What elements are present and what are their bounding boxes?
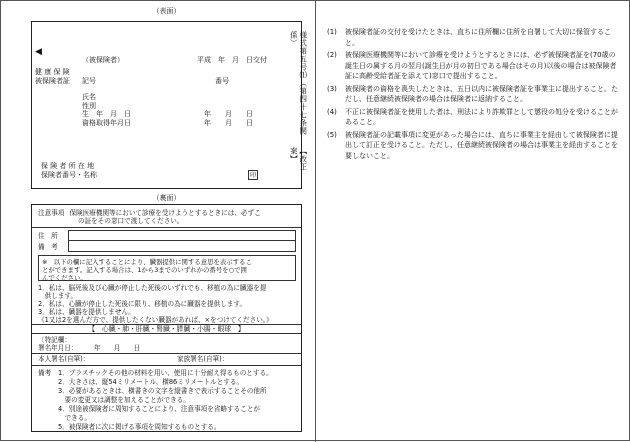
remark-1: 1．プラスチックその他の材料を用い、使用に十分耐え得るものとする。 [58, 369, 273, 377]
qualification-label: 資格取得年月日 [82, 119, 131, 127]
right-note-5 [327, 130, 622, 162]
donation-notice-box [38, 255, 296, 281]
right-note-3 [327, 84, 622, 105]
right-notes [327, 27, 622, 163]
self-sign-label[interactable]: 本人署名(自筆)： [38, 355, 90, 363]
right-note-3-text: 被保険者の資格を喪失したときは、五日以内に被保険者証を事業主に提出すること。ただし、任意継続被保険者の場合は保険者に返納すること。 [345, 84, 618, 103]
sign-bottom-border [32, 365, 301, 366]
birth-label: 生 年 月 日 [82, 110, 131, 118]
right-note-5-text: 被保険者証の記載事項に変更があった場合には、直ちに事業主を経由して被保険者に提出して訂正を受けること。ただし、任意継続被保険者の場合は事業主を経由することを要しないこと。 [345, 130, 618, 160]
birth-date: 年 月 日 [204, 110, 253, 118]
donation-text-2: とができます。記入する場合は、1から3までのいずれかの番号を○で囲 [42, 266, 247, 274]
right-note-3-num: (3) [327, 84, 337, 93]
right-note-1-text: 被保険者証の交付を受けたときは、直ちに住所欄に住所を自署して大切に保管すること。 [345, 28, 611, 47]
choice-3[interactable]: 3．私は、臓器を提供しません。 [38, 308, 135, 316]
issue-date: 平成 年 月 日交付 [197, 56, 267, 64]
sex-label: 性別 [82, 102, 96, 110]
back-title: （裏面） [152, 194, 181, 202]
remarks2-label: 備考 [38, 369, 52, 377]
right-note-2-text: 被保険医療機関等において診療を受けようとするときには、必ず被保険者証を(70歳の誕生日の属する月の翌月(誕生日が月の初日である場合はその月)以後の場合は被保険者証に高齢受給者証を添えて)窓口で提出すること。 [345, 51, 617, 80]
front-title: （表面） [152, 7, 181, 15]
remark-4: 4．別途被保険者に周知することにより、注意事項を省略することが [58, 405, 261, 413]
remarks-field[interactable] [68, 241, 296, 252]
right-note-1 [327, 27, 622, 48]
right-note-1-num: (1) [327, 28, 337, 36]
back-card [31, 204, 302, 432]
symbol-label: 記号 [82, 77, 96, 85]
address-remarks-block [32, 227, 301, 253]
donation-text-3: んでください。 [42, 274, 87, 282]
form-number-vertical: 様式第五号⑴（第四十七条関係） [289, 31, 308, 135]
address-label: 住 所 [38, 232, 58, 240]
choice-1b: 供します。 [38, 292, 78, 300]
insurer-name-label: 保険者番号・名称 [41, 171, 97, 179]
notes-heading: 注意事項 [38, 209, 65, 217]
choice-note: 《1又は2を選んだ方で、提供したくない臓器があれば、×をつけてください。》 [38, 316, 273, 324]
seal-mark: 印 [249, 172, 256, 179]
right-note-2-num: (2) [327, 51, 337, 59]
right-note-4 [327, 107, 622, 128]
card-title-line2: 被保険者証 [35, 77, 70, 85]
right-note-5-num: (5) [327, 130, 337, 139]
organ-list[interactable]: 【 心臓・肺・肝臓・腎臓・膵臓・小腸・眼球 】 [88, 325, 245, 333]
insurer-address-label: 保 険 者 所 在 地 [41, 162, 95, 170]
remark-2: 2．大きさは、縦54ミリメートル、横86ミリメートルとする。 [58, 378, 244, 386]
donation-text-1: ※ 以下の欄に記入することにより、臓器提供に関する意思を表示するこ [42, 258, 252, 266]
remark-3b: 要の変更又は調整を加えることができる。 [58, 396, 190, 404]
sign-divider [32, 353, 301, 354]
special-label: 〔特記欄： [38, 336, 71, 344]
name-label: 氏名 [82, 93, 96, 101]
address-field[interactable] [68, 230, 296, 241]
number-label: 番号 [215, 77, 229, 85]
center-divider [315, 1, 316, 442]
remarks-label: 備 考 [38, 243, 58, 251]
insured-label: （被保険者） [82, 56, 124, 64]
qualification-date: 年 月 日 [204, 119, 253, 127]
choice-1a[interactable]: 1．私は、脳死後及び心臓が停止した死後のいずれでも、移植の為に臓器を提 [38, 284, 267, 292]
notes-text-1: 保険医療機関等において診療を受けようとするときには、必ずこ [69, 209, 261, 217]
front-card [31, 21, 302, 189]
remark-3: 3．必要があるときは、横書きの文字を縦書きで表示することその他所 [58, 387, 267, 395]
remark-5: 5．被保険者に次に掲げる事項を周知するものとする。 [58, 423, 221, 431]
family-sign-label[interactable]: 家族署名(自筆)： [177, 355, 229, 363]
notes-text-2: の証をその窓口で渡してください。 [78, 217, 184, 225]
notes-label [38, 209, 261, 217]
right-note-2 [327, 50, 622, 82]
right-note-4-num: (4) [327, 107, 337, 116]
revision-mark-vertical: 【改正案】 [289, 147, 308, 171]
arrow-icon: ◀ [35, 47, 42, 57]
organ-list-row [32, 324, 301, 334]
remark-4b: できる。 [58, 414, 91, 422]
card-title-line1: 健 康 保 険 [35, 68, 70, 76]
sign-date: 署名年月日： 年 月 日 [38, 344, 141, 352]
right-note-4-text: 不正に被保険者証を使用した者は、刑法により詐欺罪として懲役の処分を受けることがあること。 [345, 107, 618, 126]
choice-2[interactable]: 2．私は、心臓が停止した死後に限り、移植の為に臓器を提供します。 [38, 300, 247, 308]
